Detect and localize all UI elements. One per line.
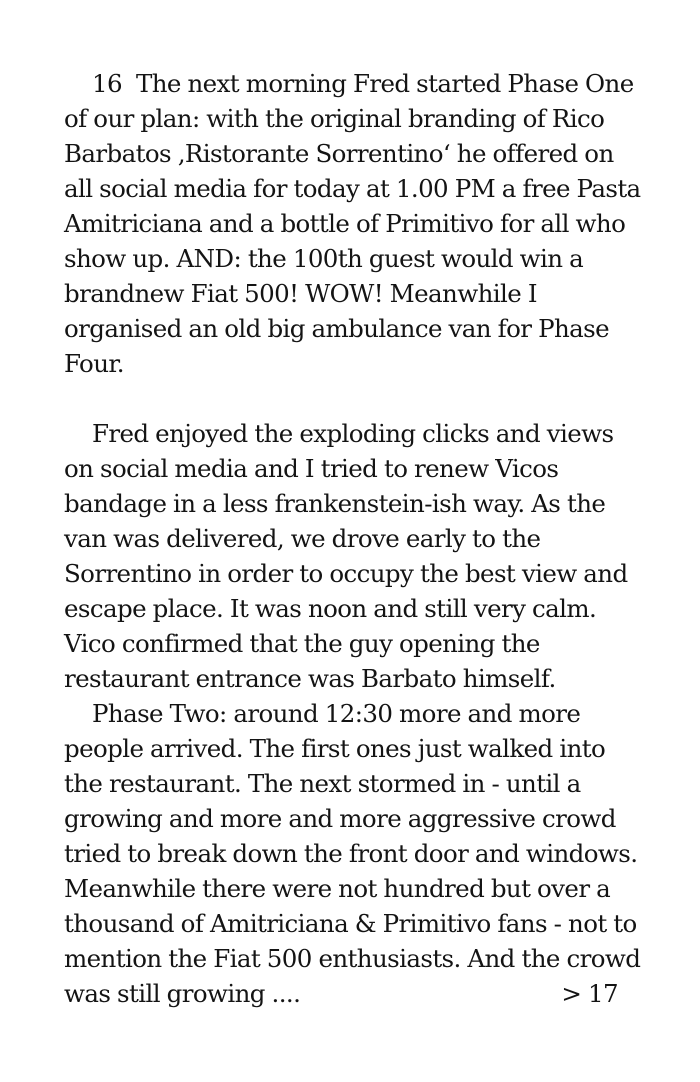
paragraph-3 (64, 696, 644, 1011)
paragraph-1-text: The next morning Fred started Phase One of our plan: with the original branding of Rico Barbatos ‚Ristorante Sorrentino‘ he offered on all social media for today at 1.00 PM a free Pasta Amitriciana and a bottle of Primitivo for all who show up. AND: the 100th guest would win a brandnew Fiat 500! WOW! Meanwhile I organised an old big ambulance van for Phase Four. (64, 69, 641, 378)
paragraph-1 (64, 66, 644, 381)
next-page-marker: > 17 (561, 979, 618, 1008)
paragraph-2 (64, 416, 644, 696)
page-number: 16 (92, 69, 122, 98)
page-text (64, 66, 644, 1011)
paragraph-2-text: Fred enjoyed the exploding clicks and views on social media and I tried to renew Vicos bandage in a less frankenstein-ish way. As the van was delivered, we drove early to the Sorrentino in order to occupy the best view and escape place. It was noon and still very calm. Vico confirmed that the guy opening the restaurant entrance was Barbato himself. (64, 419, 628, 693)
paragraph-3-text: Phase Two: around 12:30 more and more people arrived. The first ones just walked into the restaurant. The next stormed in - until a growing and more and more aggressive crowd tried to break down the front door and windows. Meanwhile there were not hundred but over a thousand of Amitriciana & Primitivo fans - not to mention the Fiat 500 enthusiasts. And the crowd was still growing .... (64, 699, 641, 1008)
